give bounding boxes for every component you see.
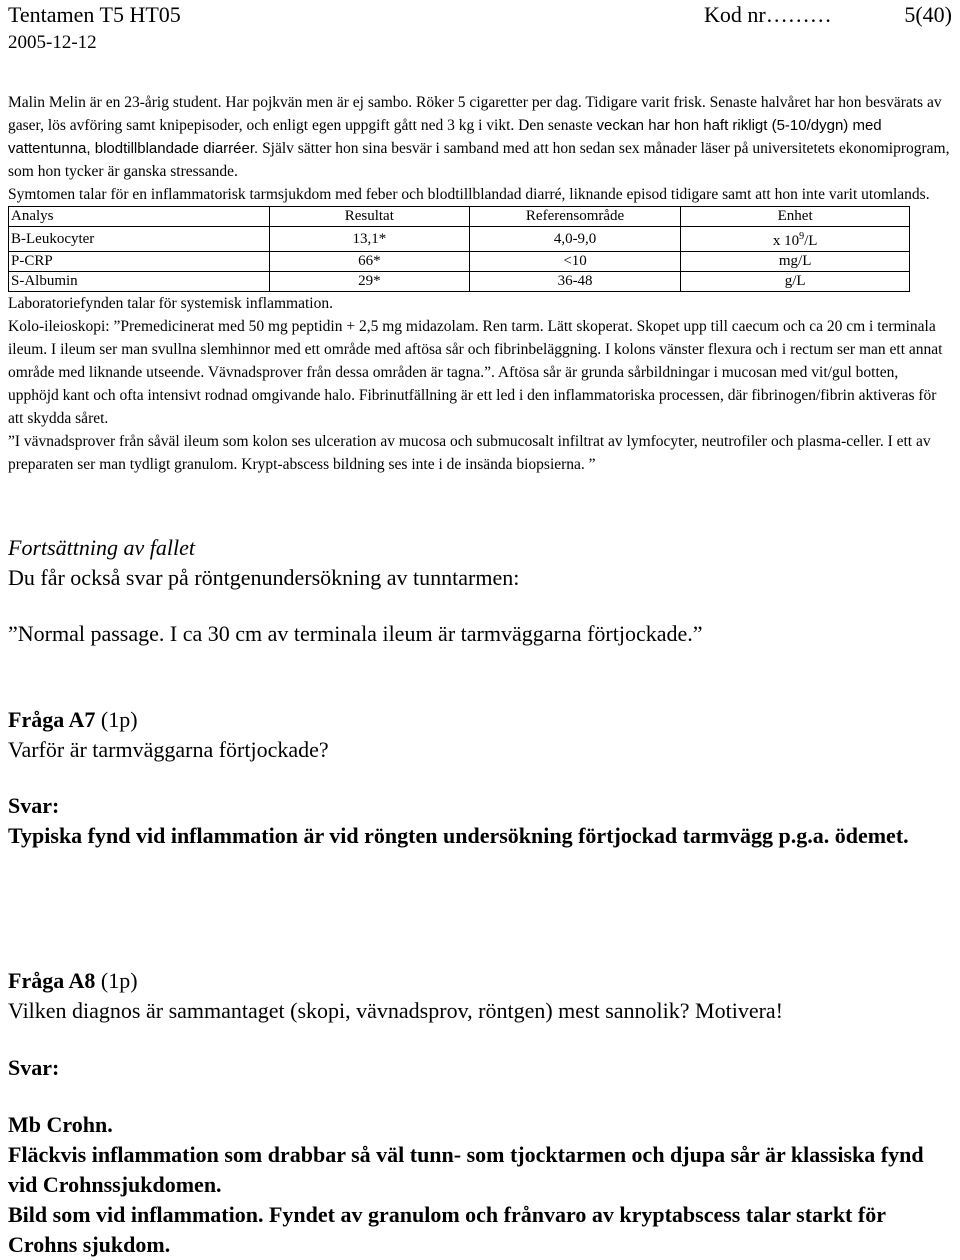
col-analys: Analys	[9, 207, 270, 227]
colonoscopy-text: Kolo-ileioskopi: ”Premedicinerat med 50 mg peptidin + 2,5 mg midazolam. Ren tarm. Lätt skoperat. Skopet upp till caecum och ca 20 cm i terminala ileum. I ileum ser man svullna slemhinnor med ett område med aftösa sår och fibrinbeläggning. I kolons vänster flexura och i rectum ser man ett annat område med liknande utseende. Vävnadsprover från dessa områden är tagna.”. Aftösa sår är grunda sårbildningar i mucosan med vit/gul botten, upphöjd kant och ofta intensivt rodnad omgivande halo. Fibrinutfällning är ett led i den inflammatoriska processen, där fibrinogen/fibrin aktiveras för att skydda såret.	[8, 318, 943, 427]
question-a7	[8, 705, 952, 765]
page-number: 5(40)	[904, 2, 952, 27]
document-title: Tentamen T5 HT05	[8, 2, 181, 27]
unit-prefix: x 10	[772, 233, 800, 249]
cell-ref: <10	[469, 252, 680, 272]
document-date: 2005-12-12	[8, 32, 97, 53]
cell-resultat: 29*	[269, 272, 469, 292]
answer-a7	[8, 791, 952, 851]
table-row	[9, 252, 910, 272]
lab-table	[8, 206, 910, 292]
col-enhet: Enhet	[681, 207, 910, 227]
case-paragraph-2: Symtomen talar för en inflammatorisk tarmsjukdom med feber och blodtillblandad diarré, liknande episod tidigare samt att hon inte varit utomlands.	[8, 186, 930, 203]
question-a7-text: Varför är tarmväggarna förtjockade?	[8, 737, 329, 762]
answer-a8-label: Svar:	[8, 1055, 60, 1080]
question-a7-points: (1p)	[95, 707, 138, 732]
answer-a8-text-1: Fläckvis inflammation som drabbar så väl tunn- som tjocktarmen och djupa sår är klassiska fynd vid Crohnssjukdomen.	[8, 1142, 924, 1197]
question-a8	[8, 966, 952, 1026]
code-field: Kod nr………	[704, 2, 832, 27]
question-a8-points: (1p)	[95, 968, 138, 993]
cell-enhet: g/L	[681, 272, 910, 292]
question-a7-label: Fråga A7	[8, 707, 96, 732]
xray-text: ”Normal passage. I ca 30 cm av terminala ileum är tarmväggarna förtjockade.”	[8, 621, 703, 646]
unit-exponent: 9	[799, 231, 805, 242]
case-text-c: Själv sätter hon sina besvär i samband med att hon sedan sex månader läser på universitetets ekonomiprogram, som hon tycker är ganska stressande.	[8, 140, 950, 180]
cell-enhet: mg/L	[681, 252, 910, 272]
cell-analys: S-Albumin	[9, 272, 270, 292]
cell-ref: 36-48	[469, 272, 680, 292]
table-row	[9, 227, 910, 252]
case-text-b: veckan har hon haft rikligt (5-10/dygn) med vattentunna, blodtillblandade diarréer.	[8, 117, 882, 157]
continuation-section	[8, 533, 952, 593]
case-text-a: Malin Melin är en 23-årig student. Har pojkvän men är ej sambo. Röker 5 cigaretter per dag. Tidigare varit frisk. Senaste halvåret har hon besvärats av gaser, lös avföring samt knipepisoder, och enligt egen uppgift gått ned 3 kg i vikt. Den senaste	[8, 94, 942, 134]
lab-conclusion: Laboratoriefynden talar för systemisk inflammation.	[8, 295, 333, 312]
cell-ref: 4,0-9,0	[469, 227, 680, 252]
xray-result	[8, 619, 952, 649]
case-paragraph-1	[8, 91, 952, 183]
table-row	[9, 272, 910, 292]
cell-enhet	[681, 227, 910, 252]
answer-a7-text: Typiska fynd vid inflammation är vid röngten undersökning förtjockad tarmvägg p.g.a. ödemet.	[8, 823, 909, 848]
continuation-intro: Du får också svar på röntgenundersökning av tunntarmen:	[8, 565, 520, 590]
case-section	[8, 91, 952, 476]
question-a8-heading	[8, 966, 952, 996]
histology-text: ”I vävnadsprover från såväl ileum som kolon ses ulceration av mucosa och submucosalt infiltrat av lymfocyter, neutrofiler och plasma-celler. I ett av preparaten ser man tydligt granulom. Krypt-abscess bildning ses inte i de insända biopsierna. ”	[8, 433, 931, 473]
question-a7-heading	[8, 705, 952, 735]
answer-a8-text-2: Bild som vid inflammation. Fyndet av granulom och frånvaro av kryptabscess talar starkt för Crohns sjukdom.	[8, 1202, 886, 1257]
cell-analys: B-Leukocyter	[9, 227, 270, 252]
col-resultat: Resultat	[269, 207, 469, 227]
question-a8-label: Fråga A8	[8, 968, 96, 993]
answer-a8	[8, 1110, 952, 1260]
cell-analys: P-CRP	[9, 252, 270, 272]
question-a8-text: Vilken diagnos är sammantaget (skopi, vävnadsprov, röntgen) mest sannolik? Motivera!	[8, 998, 784, 1023]
unit-suffix: /L	[804, 233, 818, 249]
answer-a8-label-block	[8, 1053, 952, 1083]
col-referens: Referensområde	[469, 207, 680, 227]
lab-table-header	[9, 207, 910, 227]
answer-a7-label: Svar:	[8, 793, 60, 818]
answer-a8-diagnosis: Mb Crohn.	[8, 1112, 113, 1137]
cell-resultat: 13,1*	[269, 227, 469, 252]
continuation-heading: Fortsättning av fallet	[8, 535, 195, 560]
cell-resultat: 66*	[269, 252, 469, 272]
